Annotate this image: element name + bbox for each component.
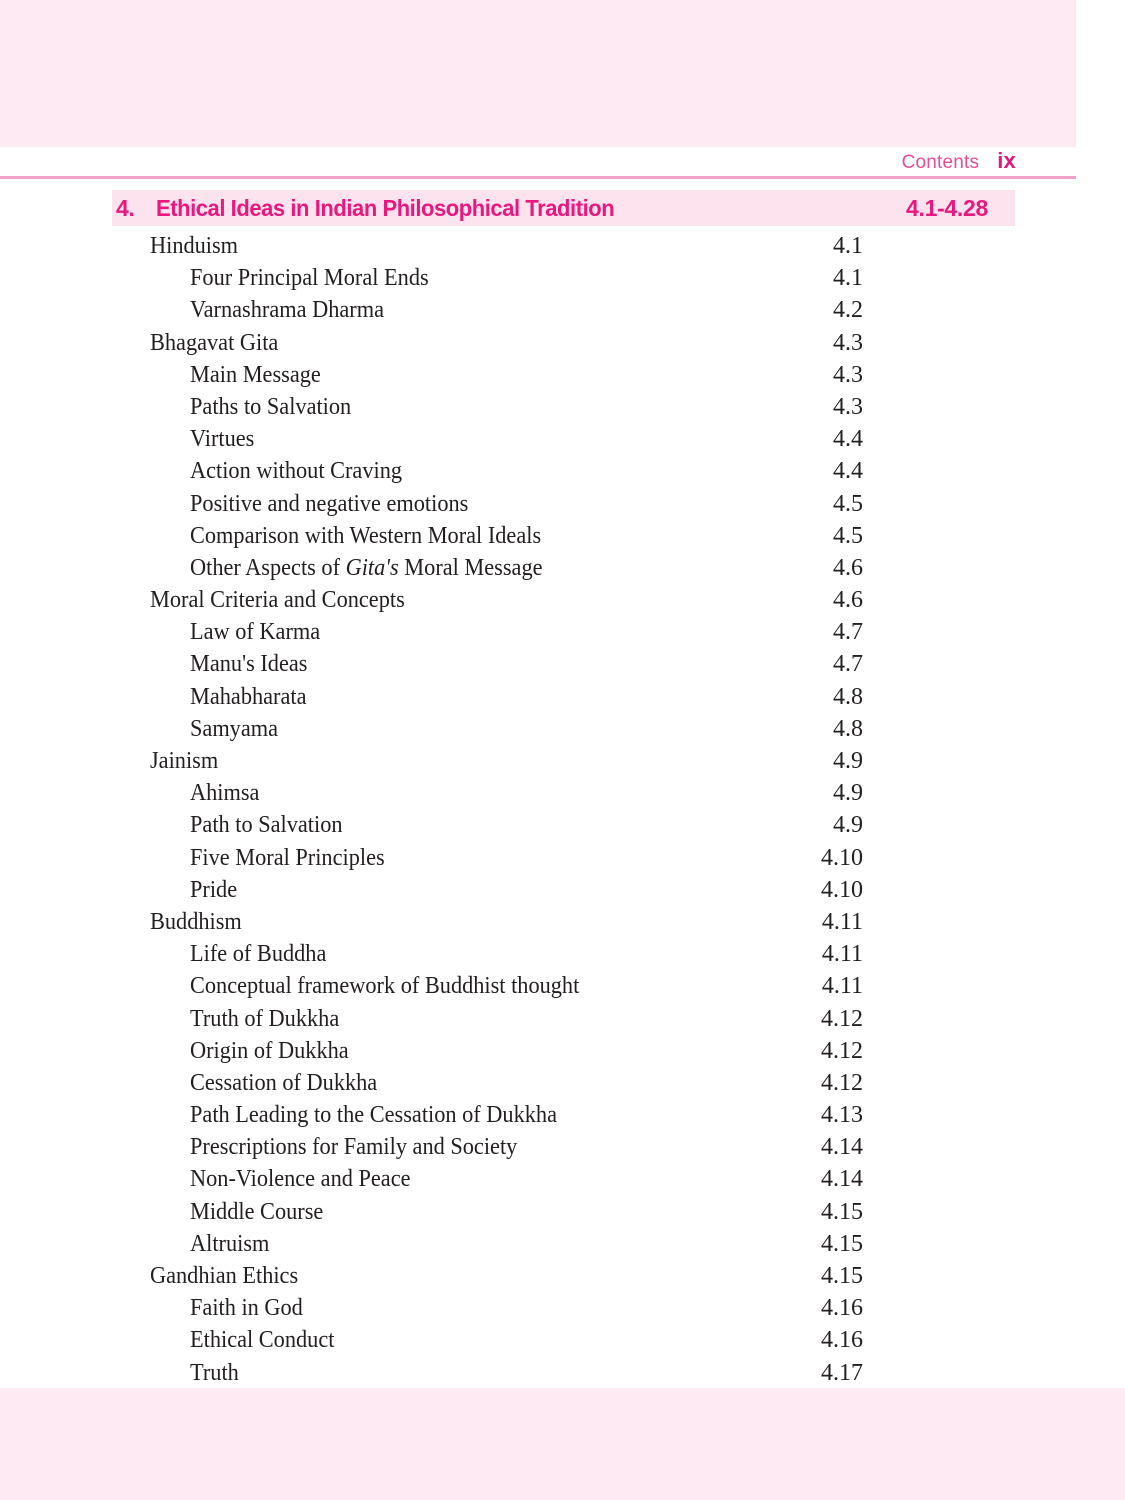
toc-entry-label: Ahimsa [190, 780, 260, 807]
bottom-decorative-band [0, 1388, 1125, 1500]
toc-entry-label: Ethical Conduct [190, 1327, 335, 1354]
header-divider-rule [0, 176, 1076, 179]
toc-entry-italic-term: Gita's [345, 554, 399, 581]
toc-entry-label: Mahabharata [190, 683, 307, 710]
toc-entry[interactable] [0, 585, 1000, 617]
toc-entry[interactable] [0, 392, 1000, 424]
toc-entry-label: Varnashrama Dharma [190, 297, 384, 324]
top-decorative-band [0, 0, 1076, 147]
toc-entry-page-number: 4.17 [821, 1359, 863, 1386]
toc-entry[interactable] [0, 360, 1000, 392]
toc-entry-label: Path Leading to the Cessation of Dukkha [190, 1102, 557, 1129]
toc-entry[interactable] [0, 1068, 1000, 1100]
toc-entry-label: Truth of Dukkha [190, 1005, 340, 1032]
toc-entry-label: Paths to Salvation [190, 393, 352, 420]
toc-entry[interactable] [0, 263, 1000, 295]
chapter-heading-row[interactable] [112, 190, 1015, 226]
toc-entry-page-number: 4.16 [821, 1295, 863, 1322]
toc-entry[interactable] [0, 746, 1000, 778]
running-header-label: Contents [901, 152, 980, 173]
toc-entry-label: Main Message [190, 361, 321, 388]
toc-entry-label: Gandhian Ethics [150, 1263, 299, 1289]
toc-entry[interactable] [0, 682, 1000, 714]
running-header-inner [902, 148, 1016, 174]
toc-entry-label: Manu's Ideas [190, 651, 308, 678]
toc-entry-page-number: 4.8 [833, 683, 863, 710]
toc-entry[interactable] [0, 617, 1000, 649]
toc-entry-label: Other Aspects of Gita's Moral Message [190, 554, 543, 581]
toc-entry[interactable] [0, 1358, 1000, 1390]
toc-entry[interactable] [0, 714, 1000, 746]
toc-entry-page-number: 4.12 [821, 1005, 863, 1032]
toc-entry[interactable] [0, 649, 1000, 681]
toc-entry-page-number: 4.15 [821, 1263, 863, 1289]
toc-entry-label: Four Principal Moral Ends [190, 265, 429, 292]
page-folio-number: ix [997, 148, 1016, 173]
toc-entry-label: Path to Salvation [190, 812, 343, 839]
toc-entry-page-number: 4.2 [833, 297, 863, 324]
toc-entry[interactable] [0, 1293, 1000, 1325]
toc-entry-label: Conceptual framework of Buddhist thought [190, 973, 580, 1000]
toc-entry-page-number: 4.11 [821, 908, 863, 935]
chapter-number: 4. [116, 195, 135, 221]
toc-entry-page-number: 4.9 [833, 812, 863, 839]
toc-entry-page-number: 4.3 [833, 393, 863, 420]
toc-entry-label: Altruism [190, 1230, 270, 1257]
toc-entry[interactable] [0, 295, 1000, 327]
toc-entry-page-number: 4.5 [833, 522, 863, 549]
toc-entry[interactable] [0, 456, 1000, 488]
toc-entry-page-number: 4.5 [833, 490, 863, 517]
toc-entry-label: Positive and negative emotions [190, 490, 469, 517]
toc-entry-page-number: 4.9 [833, 780, 863, 807]
toc-entry-page-number: 4.14 [821, 1134, 863, 1161]
toc-entry-page-number: 4.3 [833, 361, 863, 388]
toc-entry-label: Hinduism [150, 233, 239, 259]
toc-entry-label: Prescriptions for Family and Society [190, 1134, 518, 1161]
toc-entry-page-number: 4.12 [821, 1037, 863, 1064]
toc-entry-page-number: 4.6 [833, 587, 863, 614]
toc-entry-page-number: 4.11 [821, 973, 863, 1000]
toc-entry-page-number: 4.7 [833, 651, 863, 678]
chapter-page-range: 4.1-4.28 [906, 195, 988, 221]
toc-entry[interactable] [0, 521, 1000, 553]
toc-entry-label: Buddhism [150, 908, 242, 935]
toc-entry[interactable] [0, 1229, 1000, 1261]
toc-entry-page-number: 4.9 [833, 748, 863, 774]
toc-entry[interactable] [0, 810, 1000, 842]
toc-entry-page-number: 4.15 [821, 1230, 863, 1257]
toc-entry-label: Five Moral Principles [190, 844, 385, 871]
toc-entry-page-number: 4.15 [821, 1198, 863, 1225]
toc-entry[interactable] [0, 1100, 1000, 1132]
toc-entry-page-number: 4.13 [821, 1102, 863, 1129]
toc-entry-label: Jainism [150, 748, 219, 774]
toc-entry-label: Cessation of Dukkha [190, 1069, 378, 1096]
toc-entry[interactable] [0, 971, 1000, 1003]
toc-entry[interactable] [0, 778, 1000, 810]
chapter-title: Ethical Ideas in Indian Philosophical Tradition [156, 195, 615, 221]
toc-entry[interactable] [0, 1261, 1000, 1293]
toc-entry-label: Action without Craving [190, 458, 403, 485]
toc-entry[interactable] [0, 1325, 1000, 1357]
toc-entry[interactable] [0, 875, 1000, 907]
toc-entry[interactable] [0, 1197, 1000, 1229]
toc-entry[interactable] [0, 1132, 1000, 1164]
running-header [0, 147, 1076, 176]
toc-entry-label: Comparison with Western Moral Ideals [190, 522, 542, 549]
toc-entry-label: Bhagavat Gita [150, 329, 279, 356]
toc-entry-page-number: 4.14 [821, 1166, 863, 1193]
toc-entry-page-number: 4.10 [821, 844, 863, 871]
toc-entry-page-number: 4.4 [833, 458, 863, 485]
toc-entry-page-number: 4.6 [833, 554, 863, 581]
toc-entry-label: Law of Karma [190, 619, 321, 646]
toc-entry[interactable] [0, 1004, 1000, 1036]
toc-entry-label: Moral Criteria and Concepts [150, 587, 405, 614]
toc-entry-label: Life of Buddha [190, 941, 327, 968]
toc-entry[interactable] [0, 424, 1000, 456]
toc-entry-page-number: 4.8 [833, 715, 863, 742]
toc-entry-page-number: 4.1 [833, 265, 863, 292]
toc-entry-label: Truth [190, 1359, 239, 1386]
toc-entry-label: Samyama [190, 715, 279, 742]
toc-entry[interactable] [0, 939, 1000, 971]
toc-entry[interactable] [0, 231, 1000, 263]
toc-entry-page-number: 4.12 [821, 1069, 863, 1096]
toc-entry-label: Faith in God [190, 1295, 303, 1322]
toc-entry-page-number: 4.16 [821, 1327, 863, 1354]
toc-entry-page-number: 4.11 [821, 941, 863, 968]
toc-entry[interactable] [0, 553, 1000, 585]
toc-entry[interactable] [0, 843, 1000, 875]
toc-entry-label: Pride [190, 876, 238, 903]
toc-entry-label: Non-Violence and Peace [190, 1166, 411, 1193]
toc-entry-page-number: 4.4 [833, 426, 863, 453]
toc-entry-page-number: 4.10 [821, 876, 863, 903]
toc-entry[interactable] [0, 907, 1000, 939]
toc-entry-page-number: 4.1 [833, 233, 863, 259]
toc-entry[interactable] [0, 1164, 1000, 1196]
toc-entry-page-number: 4.3 [833, 329, 863, 356]
toc-entry-label: Virtues [190, 426, 255, 453]
toc-entry-label: Middle Course [190, 1198, 324, 1225]
toc-entry-label: Origin of Dukkha [190, 1037, 349, 1064]
table-of-contents-list [0, 231, 1125, 1390]
toc-entry[interactable] [0, 1036, 1000, 1068]
toc-entry-page-number: 4.7 [833, 619, 863, 646]
toc-entry[interactable] [0, 328, 1000, 360]
toc-entry[interactable] [0, 489, 1000, 521]
